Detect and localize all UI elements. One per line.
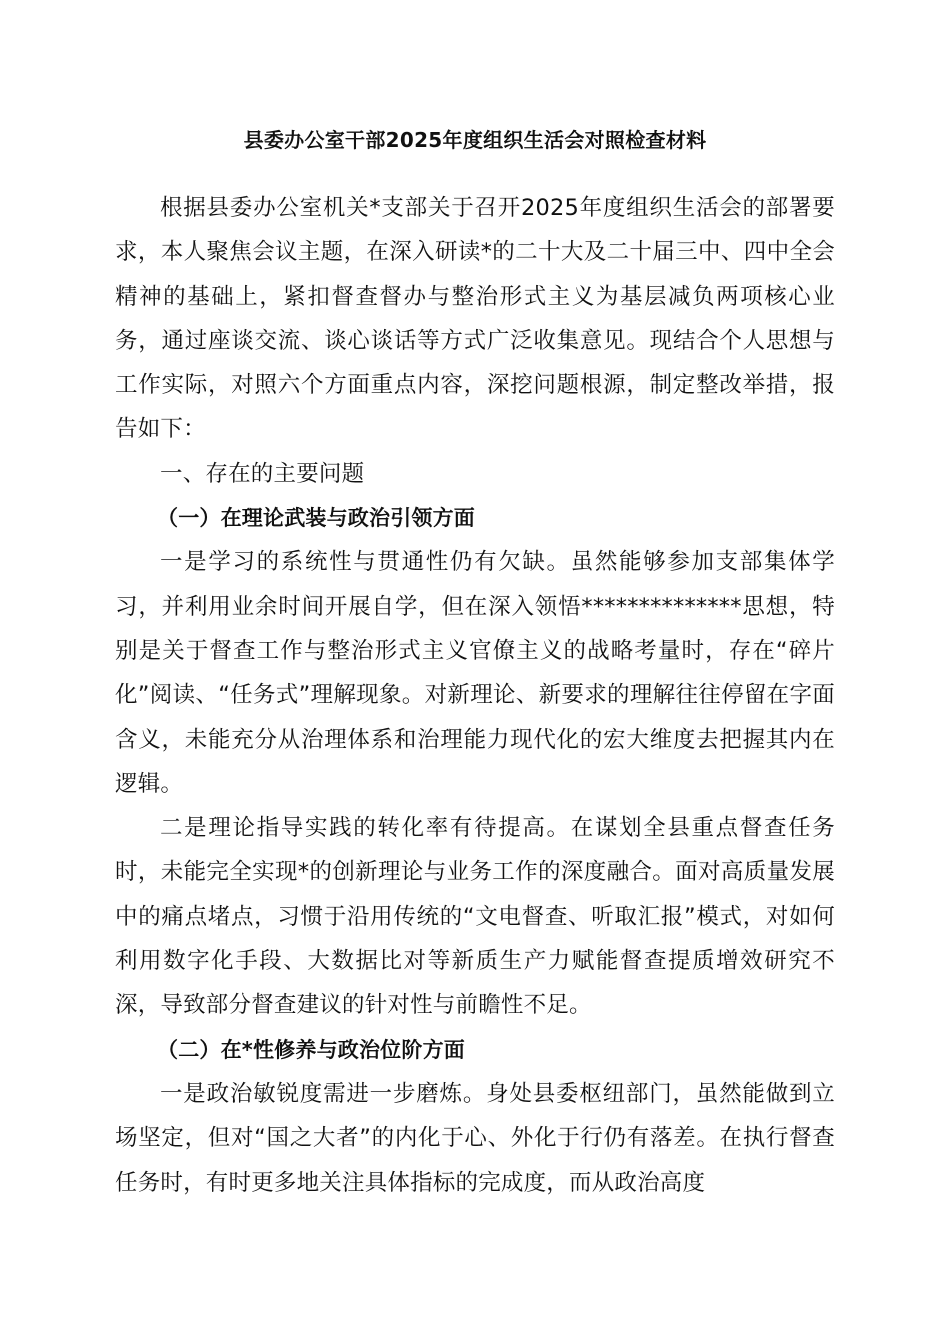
- body-paragraph: 一是学习的系统性与贯通性仍有欠缺。虽然能够参加支部集体学习，并利用业余时间开展自学，但在深入领悟**************思想，特别是关于督查工作与整治形式主义官僚主义的战略考量时，存在“碎片化”阅读、“任务式”理解现象。对新理论、新要求的理解往往停留在字面含义，未能充分从治理体系和治理能力现代化的宏大维度去把握其内在逻辑。: [115, 549, 835, 797]
- subsection-heading: （一）在理论武装与政治引领方面: [157, 506, 475, 531]
- document-title: 县委办公室干部2025年度组织生活会对照检查材料: [243, 128, 707, 152]
- section-heading: 一、存在的主要问题: [160, 460, 365, 487]
- intro-paragraph: 根据县委办公室机关*支部关于召开2025年度组织生活会的部署要求，本人聚焦会议主题，在深入研读*的二十大及二十届三中、四中全会精神的基础上，紧扣督查督办与整治形式主义为基层减负两项核心业务，通过座谈交流、谈心谈话等方式广泛收集意见。现结合个人思想与工作实际，对照六个方面重点内容，深挖问题根源，制定整改举措，报告如下：: [115, 195, 835, 443]
- document-body: [115, 186, 835, 1205]
- subsection-heading: （二）在*性修养与政治位阶方面: [157, 1037, 465, 1062]
- body-paragraph: 二是理论指导实践的转化率有待提高。在谋划全县重点督查任务时，未能完全实现*的创新理论与业务工作的深度融合。面对高质量发展中的痛点堵点，习惯于沿用传统的“文电督查、听取汇报”模式，对如何利用数字化手段、大数据比对等新质生产力赋能督查提质增效研究不深，导致部分督查建议的针对性与前瞻性不足。: [115, 815, 835, 1019]
- body-paragraph: 一是政治敏锐度需进一步磨炼。身处县委枢纽部门，虽然能做到立场坚定，但对“国之大者”的内化于心、外化于行仍有落差。在执行督查任务时，有时更多地关注具体指标的完成度，而从政治高度: [115, 1080, 835, 1196]
